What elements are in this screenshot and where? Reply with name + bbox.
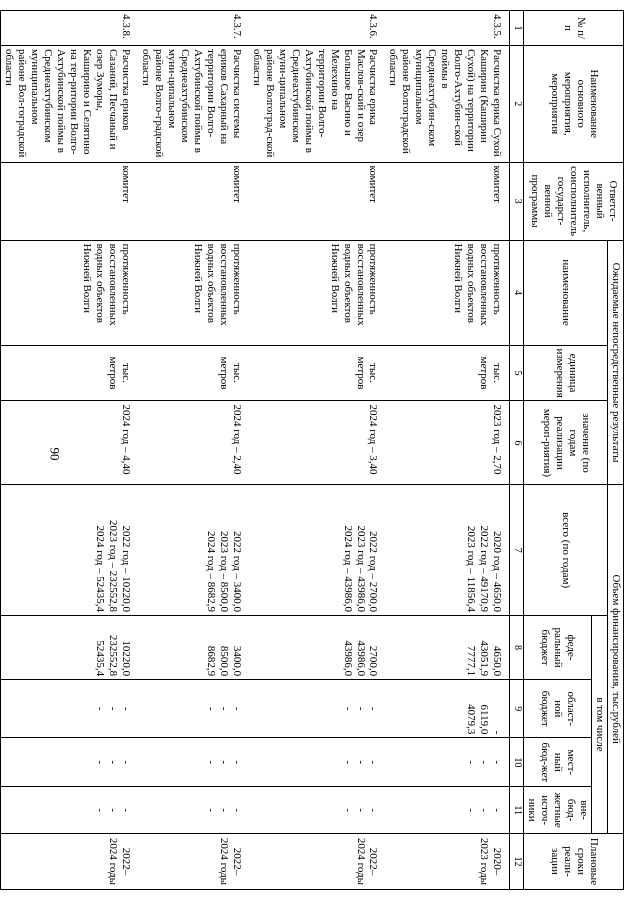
col-number: 4	[510, 240, 524, 345]
total-by-year: 2022 год – 3400,0 2023 год – 8500,0 2024 год – 8682,9	[138, 485, 249, 616]
table-row	[1, 11, 138, 890]
activity-name: Расчистка системы ериков Сахарный на территории Волго-Ахтубинской поймы в Среднеахтубинском муни-ципальном районе Волго-градской области	[138, 45, 249, 162]
activity-name: Расчистка ериков Сазаний, Песчаный и озер Зуморы, Каширино и Селятино на тер-ритории Волго-Ахтубинской поймы в Среднеахтубинском муниципальном районе Вол-гоградской области	[1, 45, 138, 162]
col-number: 8	[510, 615, 524, 679]
table-row	[249, 11, 386, 890]
responsible: комитет	[1, 162, 138, 240]
program-table	[0, 10, 624, 890]
col-number: 10	[510, 738, 524, 787]
regional-budget: - - -	[138, 680, 249, 738]
result-value: 2024 год – 4,40	[1, 401, 138, 485]
federal-budget: 4650,0 43051,9 7777,1	[386, 615, 510, 679]
col-number: 3	[510, 162, 524, 240]
row-number: 4.3.6.	[249, 11, 386, 46]
col-number: 1	[510, 11, 524, 46]
federal-budget: 3400,0 8500,0 8682,9	[138, 615, 249, 679]
period: 2022– 2024 годы	[1, 833, 138, 889]
total-by-year: 2020 год – 4650,0 2022 год – 49170,9 2023 год – 11856,4	[386, 485, 510, 616]
row-number: 4.3.8.	[1, 11, 138, 46]
header-extra: вне-бюд-жетные источ-ники	[524, 787, 592, 834]
total-by-year: 2022 год – 10220,0 2023 год – 232552,8 2024 год – 52435,4	[1, 485, 138, 616]
period: 2020– 2023 годы	[386, 833, 510, 889]
col-number: 11	[510, 787, 524, 834]
responsible: комитет	[249, 162, 386, 240]
header-name: Наименование основного мероприятия, мероприятия	[524, 45, 624, 162]
row-number: 4.3.5.	[386, 11, 510, 46]
col-number: 7	[510, 485, 524, 616]
unit: тыс. метров	[386, 345, 510, 401]
header-expected-results: Ожидаемые непосредственные результаты	[608, 240, 624, 485]
responsible: комитет	[386, 162, 510, 240]
regional-budget: - - -	[1, 680, 138, 738]
table-row	[386, 11, 510, 890]
header-unit: единица измерения	[524, 345, 608, 401]
column-numbers-row	[510, 11, 524, 890]
header-regional: област-ной бюджет	[524, 680, 592, 738]
header-total: всего (по годам)	[524, 485, 608, 616]
extra-budget: - - -	[138, 787, 249, 834]
header-result-name: наименование	[524, 240, 608, 345]
header-including: в том числе	[592, 615, 608, 833]
header-federal: феде-ральный бюджет	[524, 615, 592, 679]
table-row	[138, 11, 249, 890]
result-name: протяженность восстановленных водных объектов Нижней Волги	[138, 240, 249, 345]
header-value: значение (по годам реализации мероп-риятия)	[524, 401, 608, 485]
extra-budget: - - -	[386, 787, 510, 834]
page-number: 90	[47, 447, 63, 461]
local-budget: - - -	[386, 738, 510, 787]
local-budget: - - -	[249, 738, 386, 787]
local-budget: - - -	[1, 738, 138, 787]
col-number: 9	[510, 680, 524, 738]
unit: тыс. метров	[1, 345, 138, 401]
regional-budget: - 6119,0 4079,3	[386, 680, 510, 738]
activity-name: Расчистка ерика Сухой Каширин (Каширин Сухой) на территории Волго-Ахтубин-ской поймы в Среднеахтубин-ском муниципальном районе Волгоградской области	[386, 45, 510, 162]
col-number: 5	[510, 345, 524, 401]
unit: тыс. метров	[249, 345, 386, 401]
regional-budget: - - -	[249, 680, 386, 738]
col-number: 6	[510, 401, 524, 485]
result-name: протяженность восстановленных водных объектов Нижней Волги	[1, 240, 138, 345]
result-value: 2024 год – 2,40	[138, 401, 249, 485]
col-number: 12	[510, 833, 524, 889]
responsible: комитет	[138, 162, 249, 240]
period: 2022– 2024 годы	[138, 833, 249, 889]
unit: тыс. метров	[138, 345, 249, 401]
header-num: № п/п	[524, 11, 624, 46]
result-value: 2024 год – 3,40	[249, 401, 386, 485]
activity-name: Расчистка ерика Маслов-ский и озер Большое Васино и Мелехино на территории Волго-Ахтубинской поймы в Среднеахтубинском муни-ципальном районе Волгоград-ской области	[249, 45, 386, 162]
period: 2022– 2024 годы	[249, 833, 386, 889]
federal-budget: 2700,0 43986,0 43986,0	[249, 615, 386, 679]
result-value: 2023 год – 2,70	[386, 401, 510, 485]
extra-budget: - - -	[1, 787, 138, 834]
col-number: 2	[510, 45, 524, 162]
extra-budget: - - -	[249, 787, 386, 834]
row-number: 4.3.7.	[138, 11, 249, 46]
header-responsible: Ответст-венный исполнитель, соисполнитель государст-венной программы	[524, 162, 624, 240]
federal-budget: 10220,0 232552,8 52435,4	[1, 615, 138, 679]
result-name: протяженность восстановленных водных объектов Нижней Волги	[386, 240, 510, 345]
total-by-year: 2022 год – 2700,0 2023 год – 43986,0 2024 год – 43986,0	[249, 485, 386, 616]
local-budget: - - -	[138, 738, 249, 787]
result-name: протяженность восстановленных водных объектов Нижней Волги	[249, 240, 386, 345]
header-period: Плановые сроки реали-зации	[524, 833, 624, 889]
header-financing: Объем финансирования, тыс.рублей	[608, 485, 624, 834]
header-local: мест-ный бюд-жет	[524, 738, 592, 787]
